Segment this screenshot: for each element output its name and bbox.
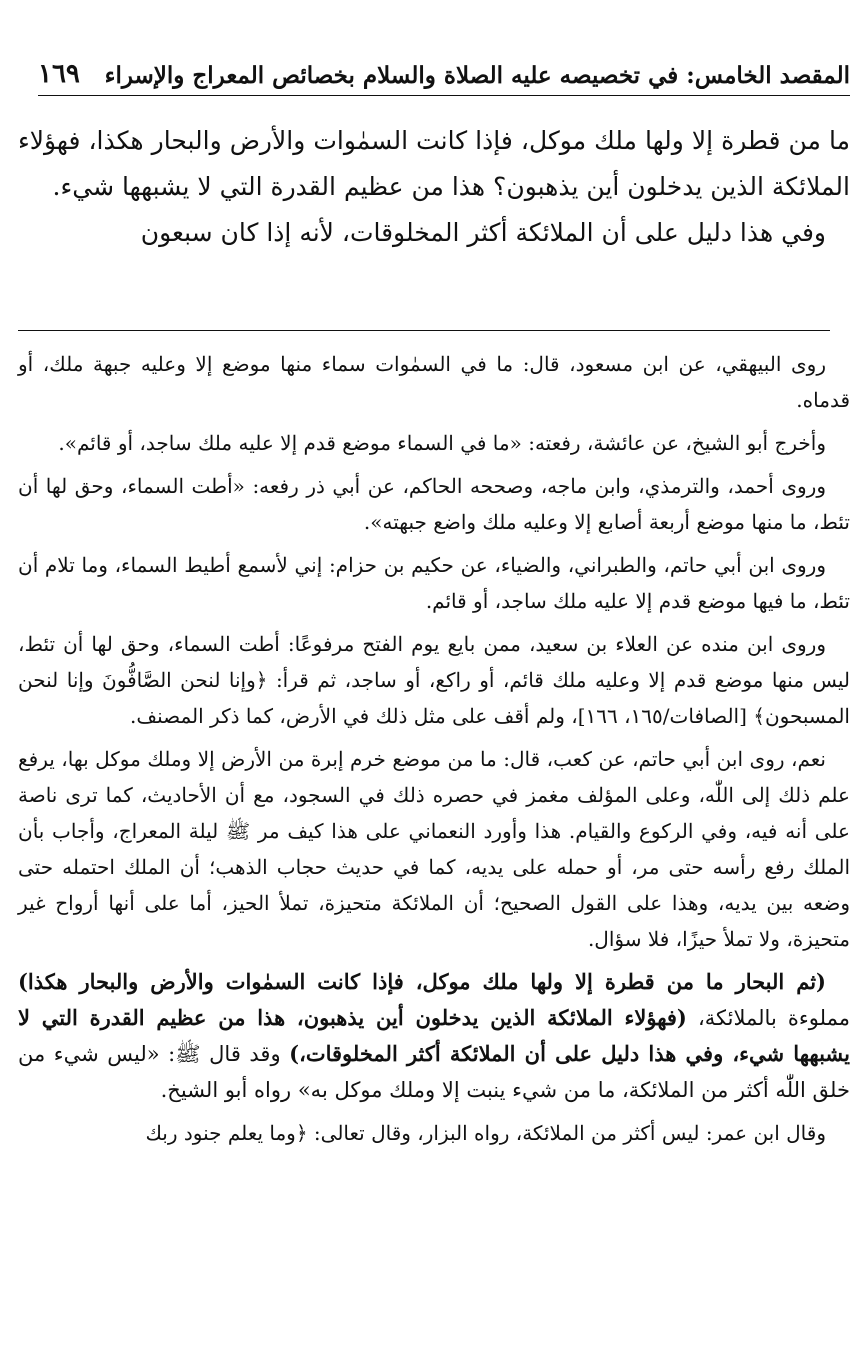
commentary xyxy=(18,346,850,1151)
quoted-matn: (ثم البحار ما من قطرة إلا ولها ملك موكل، فإذا كانت السمٰوات والأرض والبحار هكذا) xyxy=(18,969,826,994)
main-text xyxy=(18,118,850,256)
commentary-text: وقد قال ﷺ: «ليس شيء من خلق اللّٰه أكثر من الملائكة، ما من شيء ينبت إلا وملك موكل به» رواه أبو الشيخ. xyxy=(18,1042,850,1102)
commentary-text: مملوءة بالملائكة، xyxy=(686,1006,850,1030)
commentary-paragraph: نعم، روى ابن أبي حاتم، عن كعب، قال: ما من موضع خرم إبرة من الأرض إلا وملك موكل بها، يرفع علم ذلك إلى اللّٰه، وعلى المؤلف مغمز في حصره ذلك في السجود، مع أن الأحاديث، كما ترى ناصة على أنه فيه، وفي الركوع والقيام. هذا وأورد النعماني على هذا كيف مر ﷺ ليلة المعراج، وأجاب بأن الملك رفع رأسه حتى مر، أو حمله على يديه، كما في حديث حجاب الذهب؛ أن الملك احتمله حتى وضعه بين يديه، وهذا على القول الصحيح؛ أن الملائكة متحيزة، تملأ الحيز، أما على أنها أرواح غير متحيزة، ولا تملأ حيزًا، فلا سؤال. xyxy=(18,747,850,951)
commentary-paragraph: روى البيهقي، عن ابن مسعود، قال: ما في السمٰوات سماء منها موضع إلا وعليه جبهة ملك، أو قدماه. xyxy=(18,352,850,412)
quoted-matn: (فهؤلاء الملائكة الذين يدخلون أين يذهبون، هذا من عظيم القدرة التي لا يشبهها شيء، وفي هذا دليل على أن الملائكة أكثر المخلوقات،) xyxy=(18,1005,850,1066)
running-header xyxy=(38,52,850,96)
commentary-paragraph: وقال ابن عمر: ليس أكثر من الملائكة، رواه البزار، وقال تعالى: ﴿وما يعلم جنود ربك xyxy=(145,1121,826,1145)
commentary-paragraph: وروى ابن منده عن العلاء بن سعيد، ممن بايع يوم الفتح مرفوعًا: أطت السماء، وحق لها أن تئط، ليس منها موضع قدم إلا وعليه ملك قائم، أو راكع، أو ساجد، ثم قرأ: ﴿وإنا لنحن الصَّافُّونَ وإنا لنحن المسبحون﴾ [الصافات/١٦٥، ١٦٦]، ولم أقف على مثل ذلك في الأرض، كما ذكر المصنف. xyxy=(18,632,850,728)
commentary-separator xyxy=(18,330,830,331)
commentary-paragraph: وروى أحمد، والترمذي، وابن ماجه، وصححه الحاكم، عن أبي ذر رفعه: «أطت السماء، وحق لها أن تئط، ما منها موضع أربعة أصابع إلا وعليه ملك واضع جبهته». xyxy=(18,474,850,534)
commentary-paragraph: وأخرج أبو الشيخ، عن عائشة، رفعته: «ما في السماء موضع قدم إلا عليه ملك ساجد، أو قائم». xyxy=(58,431,826,455)
main-paragraph: وفي هذا دليل على أن الملائكة أكثر المخلوقات، لأنه إذا كان سبعون xyxy=(140,218,826,247)
page-number: ١٦٩ xyxy=(38,59,80,89)
commentary-paragraph-quoted xyxy=(18,964,850,1108)
chapter-title: المقصد الخامس: في تخصيصه عليه الصلاة والسلام بخصائص المعراج والإسراء xyxy=(104,62,850,89)
commentary-paragraph: وروى ابن أبي حاتم، والطبراني، والضياء، عن حكيم بن حزام: إني لأسمع أطيط السماء، وما تلام أن تئط، ما فيها موضع قدم إلا عليه ملك ساجد، أو قائم. xyxy=(18,553,850,613)
main-paragraph: ما من قطرة إلا ولها ملك موكل، فإذا كانت السمٰوات والأرض والبحار هكذا، فهؤلاء الملائكة الذين يدخلون أين يذهبون؟ هذا من عظيم القدرة التي لا يشبهها شيء. xyxy=(18,126,850,201)
